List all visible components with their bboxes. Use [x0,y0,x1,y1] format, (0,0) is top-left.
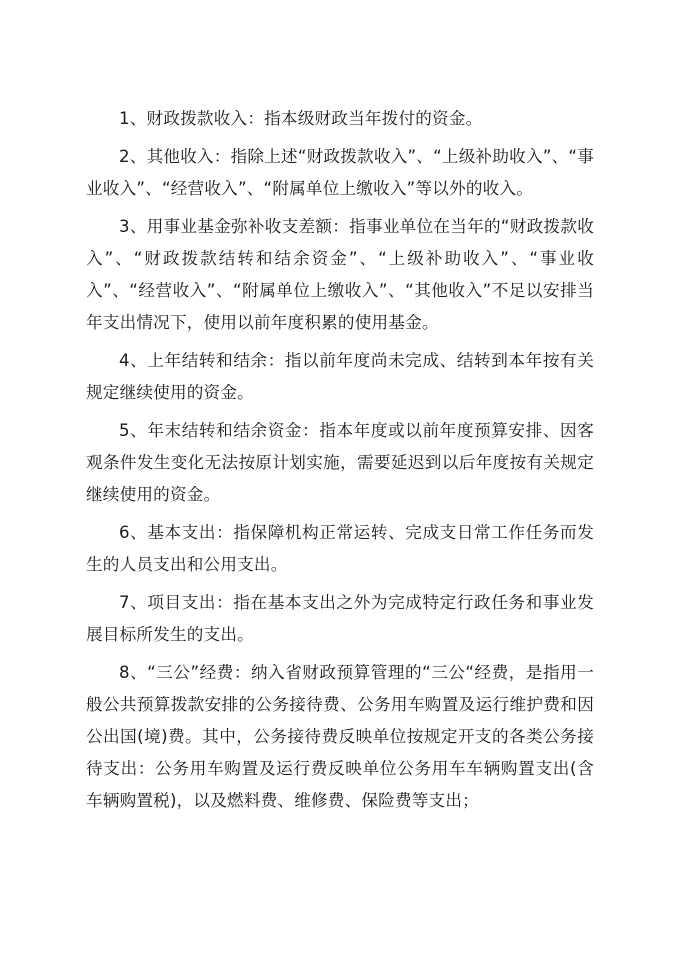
document-body [86,103,594,817]
paragraph-project-expenditure: 7、项目支出：指在基本支出之外为完成特定行政任务和事业发展目标所发生的支出。 [86,593,594,644]
paragraph-fiscal-appropriation-income: 1、财政拨款收入：指本级财政当年拨付的资金。 [119,109,483,128]
paragraph-previous-year-carryover: 4、上年结转和结余：指以前年度尚未完成、结转到本年按有关规定继续使用的资金。 [86,351,594,402]
paragraph-other-income: 2、其他收入：指除上述“财政拨款收入”、“上级补助收入”、“事业收入”、“经营收入”、“附属单位上缴收入”等以外的收入。 [86,147,594,198]
paragraph-business-fund-offset: 3、用事业基金弥补收支差额：指事业单位在当年的“财政拨款收入”、“财政拨款结转和结余资金”、“上级补助收入”、“事业收入”、“经营收入”、“附属单位上缴收入”、“其他收入”不足以安排当年支出情况下，使用以前年度积累的使用基金。 [86,217,594,332]
paragraph-basic-expenditure: 6、基本支出：指保障机构正常运转、完成支日常工作任务而发生的人员支出和公用支出。 [86,523,594,574]
paragraph-three-public-expenses: 8、“三公”经费：纳入省财政预算管理的“三公“经费，是指用一般公共预算拨款安排的公务接待费、公务用车购置及运行维护费和因公出国(境)费。其中，公务接待费反映单位按规定开支的各类公务接待支出：公务用车购置及运行费反映单位公务用车车辆购置支出(含车辆购置税)，以及燃料费、维修费、保险费等支出； [86,663,594,810]
paragraph-year-end-carryover: 5、年末结转和结余资金：指本年度或以前年度预算安排、因客观条件发生变化无法按原计划实施，需要延迟到以后年度按有关规定继续使用的资金。 [86,421,594,504]
